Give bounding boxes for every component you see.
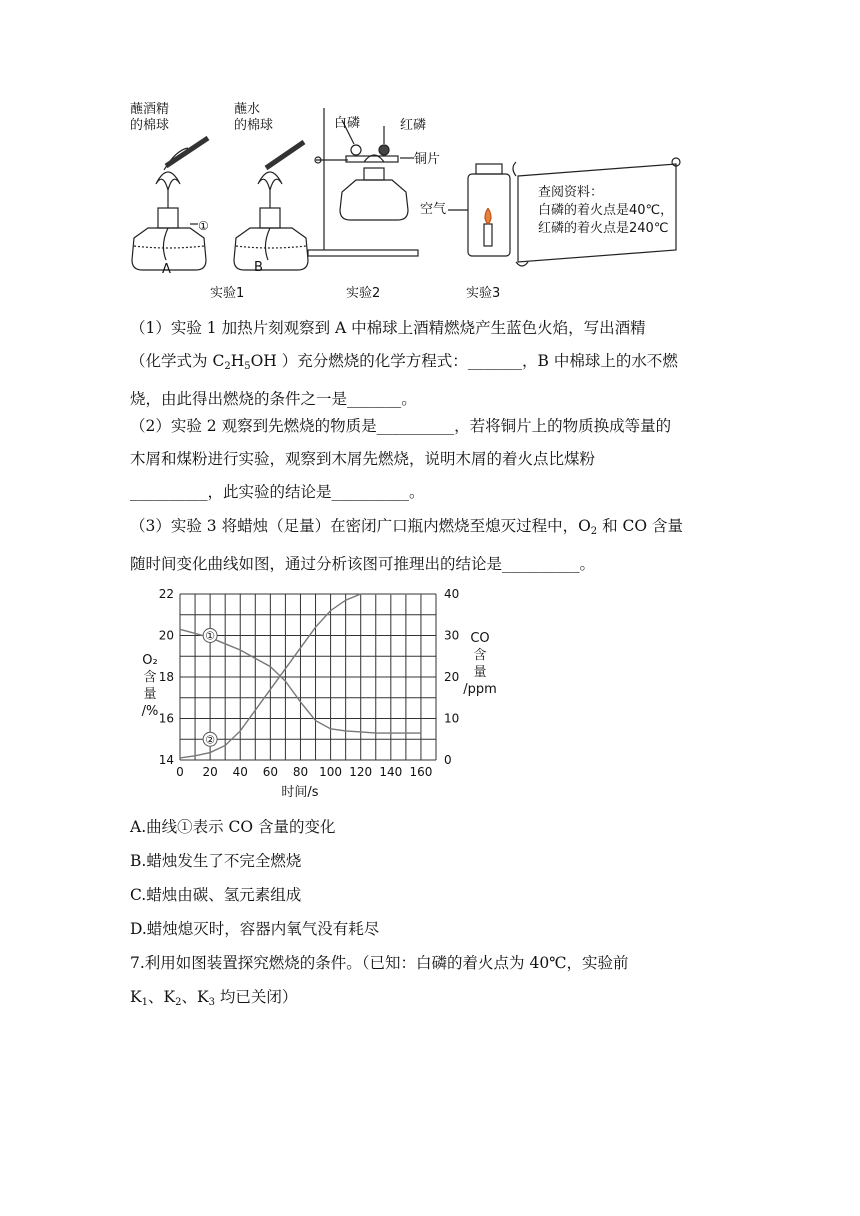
q2-line-1: （2）实验 2 观察到先燃烧的物质是__________，若将铜片上的物质换成等量的 [130,417,672,435]
y-left-axis-label: O₂ [142,653,158,668]
label-lamp-a: A [162,262,171,277]
question-3 [130,510,740,581]
x-tick-label: 40 [232,765,248,779]
y-right-tick-label: 10 [444,711,460,726]
option-b: B.蜡烛发生了不完全燃烧 [130,852,302,870]
y-right-tick-label: 0 [444,753,452,767]
caption-experiment-3: 实验3 [466,286,501,301]
y-right-axis-label: 量 [473,665,487,680]
question-7-line-2: $K_1$、$K_2$、$K_3$ 均已关闭） [130,988,298,1008]
label-cotton-water: 蘸水 的棉球 [234,102,274,133]
q3-line-1: （3）实验 3 将蜡烛（足量）在密闭广口瓶内燃烧至熄灭过程中，$O_2$ 和 CO 含量 [130,517,684,537]
x-tick-label: 120 [349,765,373,779]
x-tick-label: 80 [292,765,309,779]
q3-line-2: 随时间变化曲线如图，通过分析该图可推理出的结论是__________。 [130,555,596,573]
y-left-tick-label: 14 [158,753,174,767]
series-1-label: ① [205,629,216,643]
y-left-tick-label: 20 [158,628,174,643]
y-left-axis-label: /% [141,704,159,719]
series-2-label: ② [205,733,216,747]
x-tick-label: 20 [202,765,218,779]
label-lamp-b: B [254,260,263,275]
scroll-note: 查阅资料： 白磷的着火点是40℃， 红磷的着火点是240℃ [538,185,674,236]
x-tick-label: 0 [176,765,184,779]
experiment-figure [118,100,698,310]
x-tick-label: 160 [409,765,433,779]
question-7-line-1: 7.利用如图装置探究燃烧的条件。（已知：白磷的着火点为 40℃，实验前 [130,954,629,972]
y-right-axis-label: CO [470,631,490,646]
x-tick-label: 140 [379,765,403,779]
chart-svg [136,588,516,806]
option-a: A.曲线①表示 CO 含量的变化 [130,818,336,836]
label-air: 空气 [420,202,447,217]
y-left-axis-label: 量 [143,687,157,702]
x-tick-label: 60 [262,765,278,779]
y-right-axis-label: 含 [473,648,487,663]
y-left-tick-label: 22 [158,588,174,601]
label-marker-1: ① [198,219,209,233]
caption-experiment-1: 实验1 [210,286,245,301]
x-axis-label: 时间/s [281,785,319,800]
option-d: D.蜡烛熄灭时，容器内氧气没有耗尽 [130,920,380,938]
y-left-tick-label: 16 [158,711,174,726]
question-1 [130,312,740,416]
caption-experiment-2: 实验2 [346,286,381,301]
y-left-tick-label: 18 [158,670,174,684]
y-right-tick-label: 20 [444,670,460,684]
gas-content-chart [136,588,516,806]
q1-line-2: （化学式为 $C_2H_5OH$ ）充分燃烧的化学方程式：_______，B 中棉球上的水不燃 [130,352,678,372]
y-right-tick-label: 40 [444,588,460,601]
label-red-phosphorus: 红磷 [400,118,427,133]
q1-line-3: 烧，由此得出燃烧的条件之一是_______。 [130,390,417,408]
q1-line-1: （1）实验 1 加热片刻观察到 A 中棉球上酒精燃烧产生蓝色火焰，写出酒精 [130,319,646,337]
q2-line-3: __________，此实验的结论是__________。 [130,483,425,501]
label-cotton-alcohol: 蘸酒精 的棉球 [130,102,170,133]
label-white-phosphorus: 白磷 [334,116,361,131]
x-tick-label: 100 [319,765,343,779]
y-right-axis-label: /ppm [463,682,497,697]
y-right-tick-label: 30 [444,628,460,643]
option-c: C.蜡烛由碳、氢元素组成 [130,886,302,904]
q2-line-2: 木屑和煤粉进行实验，观察到木屑先燃烧，说明木屑的着火点比煤粉 [130,450,596,468]
label-copper-sheet: 铜片 [414,152,441,167]
question-2 [130,410,740,509]
y-left-axis-label: 含 [143,670,157,685]
